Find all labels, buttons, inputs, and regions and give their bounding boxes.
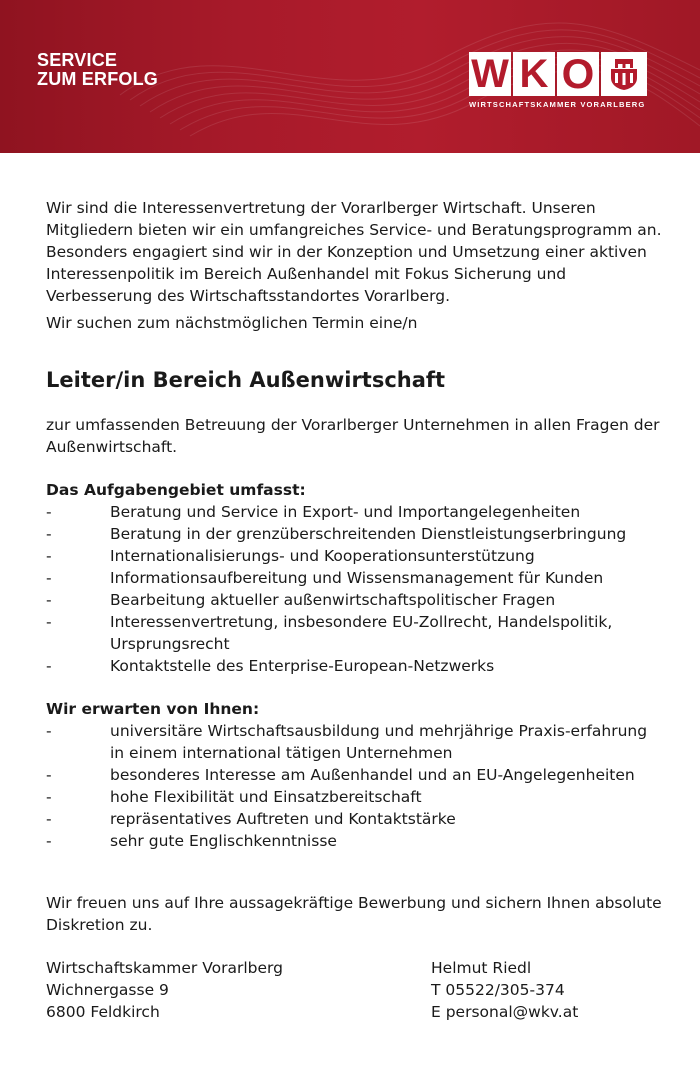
list-item: - hohe Flexibilität und Einsatzbereitschaft xyxy=(46,788,422,806)
list-item: - Beratung und Service in Export- und Importangelegenheiten xyxy=(46,503,581,521)
list-item: - repräsentatives Auftreten und Kontaktstärke xyxy=(46,810,456,828)
job-title: Leiter/in Bereich Außenwirtschaft xyxy=(46,368,446,392)
search-line: Wir suchen zum nächstmöglichen Termin eine/n xyxy=(46,314,418,332)
contact-phone: T 05522/305-374 xyxy=(431,981,565,999)
logo-subtitle: WIRTSCHAFTSKAMMER VORARLBERG xyxy=(469,100,646,109)
list-item: - Beratung in der grenzüberschreitenden Dienstleistungserbringung xyxy=(46,525,627,543)
contact-person: Helmut Riedl xyxy=(431,959,532,977)
list-item: - Bearbeitung aktueller außenwirtschaftspolitischer Fragen xyxy=(46,591,556,609)
logo-letter-o: O xyxy=(557,52,599,96)
list-item: - Kontaktstelle des Enterprise-European-Netzwerks xyxy=(46,657,495,675)
wko-logo xyxy=(469,52,661,116)
street: Wichnergasse 9 xyxy=(46,981,169,999)
intro-paragraph: Wir sind die Interessenvertretung der Vorarlberger Wirtschaft. Unseren Mitgliedern bieten wir ein umfangreiches Service- und Beratungsprogramm an. Besonders engagiert sind wir in der Konzeption und Umsetzung einer aktiven Interessenpolitik im Bereich Außenhandel mit Fokus Sicherung und Verbesserung des Wirtschaftsstandortes Vorarlberg. xyxy=(46,199,662,305)
closing-paragraph: Wir freuen uns auf Ihre aussagekräftige Bewerbung und sichern Ihnen absolute Diskretion zu. xyxy=(46,894,662,934)
list-item: - Informationsaufbereitung und Wissensmanagement für Kunden xyxy=(46,569,604,587)
tasks-heading: Das Aufgabengebiet umfasst: xyxy=(46,481,306,499)
contact-person-block xyxy=(431,957,662,1023)
job-ad-body xyxy=(46,197,662,1023)
requirements-list xyxy=(46,720,662,852)
contact-footer xyxy=(46,957,662,1023)
org-name: Wirtschaftskammer Vorarlberg xyxy=(46,959,283,977)
list-item: - sehr gute Englischkenntnisse xyxy=(46,832,337,850)
address-block xyxy=(46,957,431,1023)
slogan xyxy=(37,51,158,89)
header-banner xyxy=(0,0,700,153)
contact-email: E personal@wkv.at xyxy=(431,1003,579,1021)
requirements-heading: Wir erwarten von Ihnen: xyxy=(46,700,260,718)
list-item: - universitäre Wirtschaftsausbildung und mehrjährige Praxis-erfahrung in einem international tätigen Unternehmen xyxy=(46,722,648,762)
tasks-list xyxy=(46,501,662,677)
logo-letter-w: W xyxy=(469,52,511,96)
job-description: zur umfassenden Betreuung der Vorarlberger Unternehmen in allen Fragen der Außenwirtschaft. xyxy=(46,416,660,456)
slogan-line-1: SERVICE xyxy=(37,50,118,70)
list-item: - Interessenvertretung, insbesondere EU-Zollrecht, Handelspolitik, Ursprungsrecht xyxy=(46,613,613,653)
city: 6800 Feldkirch xyxy=(46,1003,160,1021)
crest-icon xyxy=(601,52,647,96)
slogan-line-2: ZUM ERFOLG xyxy=(37,69,158,89)
list-item: - besonderes Interesse am Außenhandel und an EU-Angelegenheiten xyxy=(46,766,635,784)
logo-letter-k: K xyxy=(513,52,555,96)
list-item: - Internationalisierungs- und Kooperationsunterstützung xyxy=(46,547,535,565)
